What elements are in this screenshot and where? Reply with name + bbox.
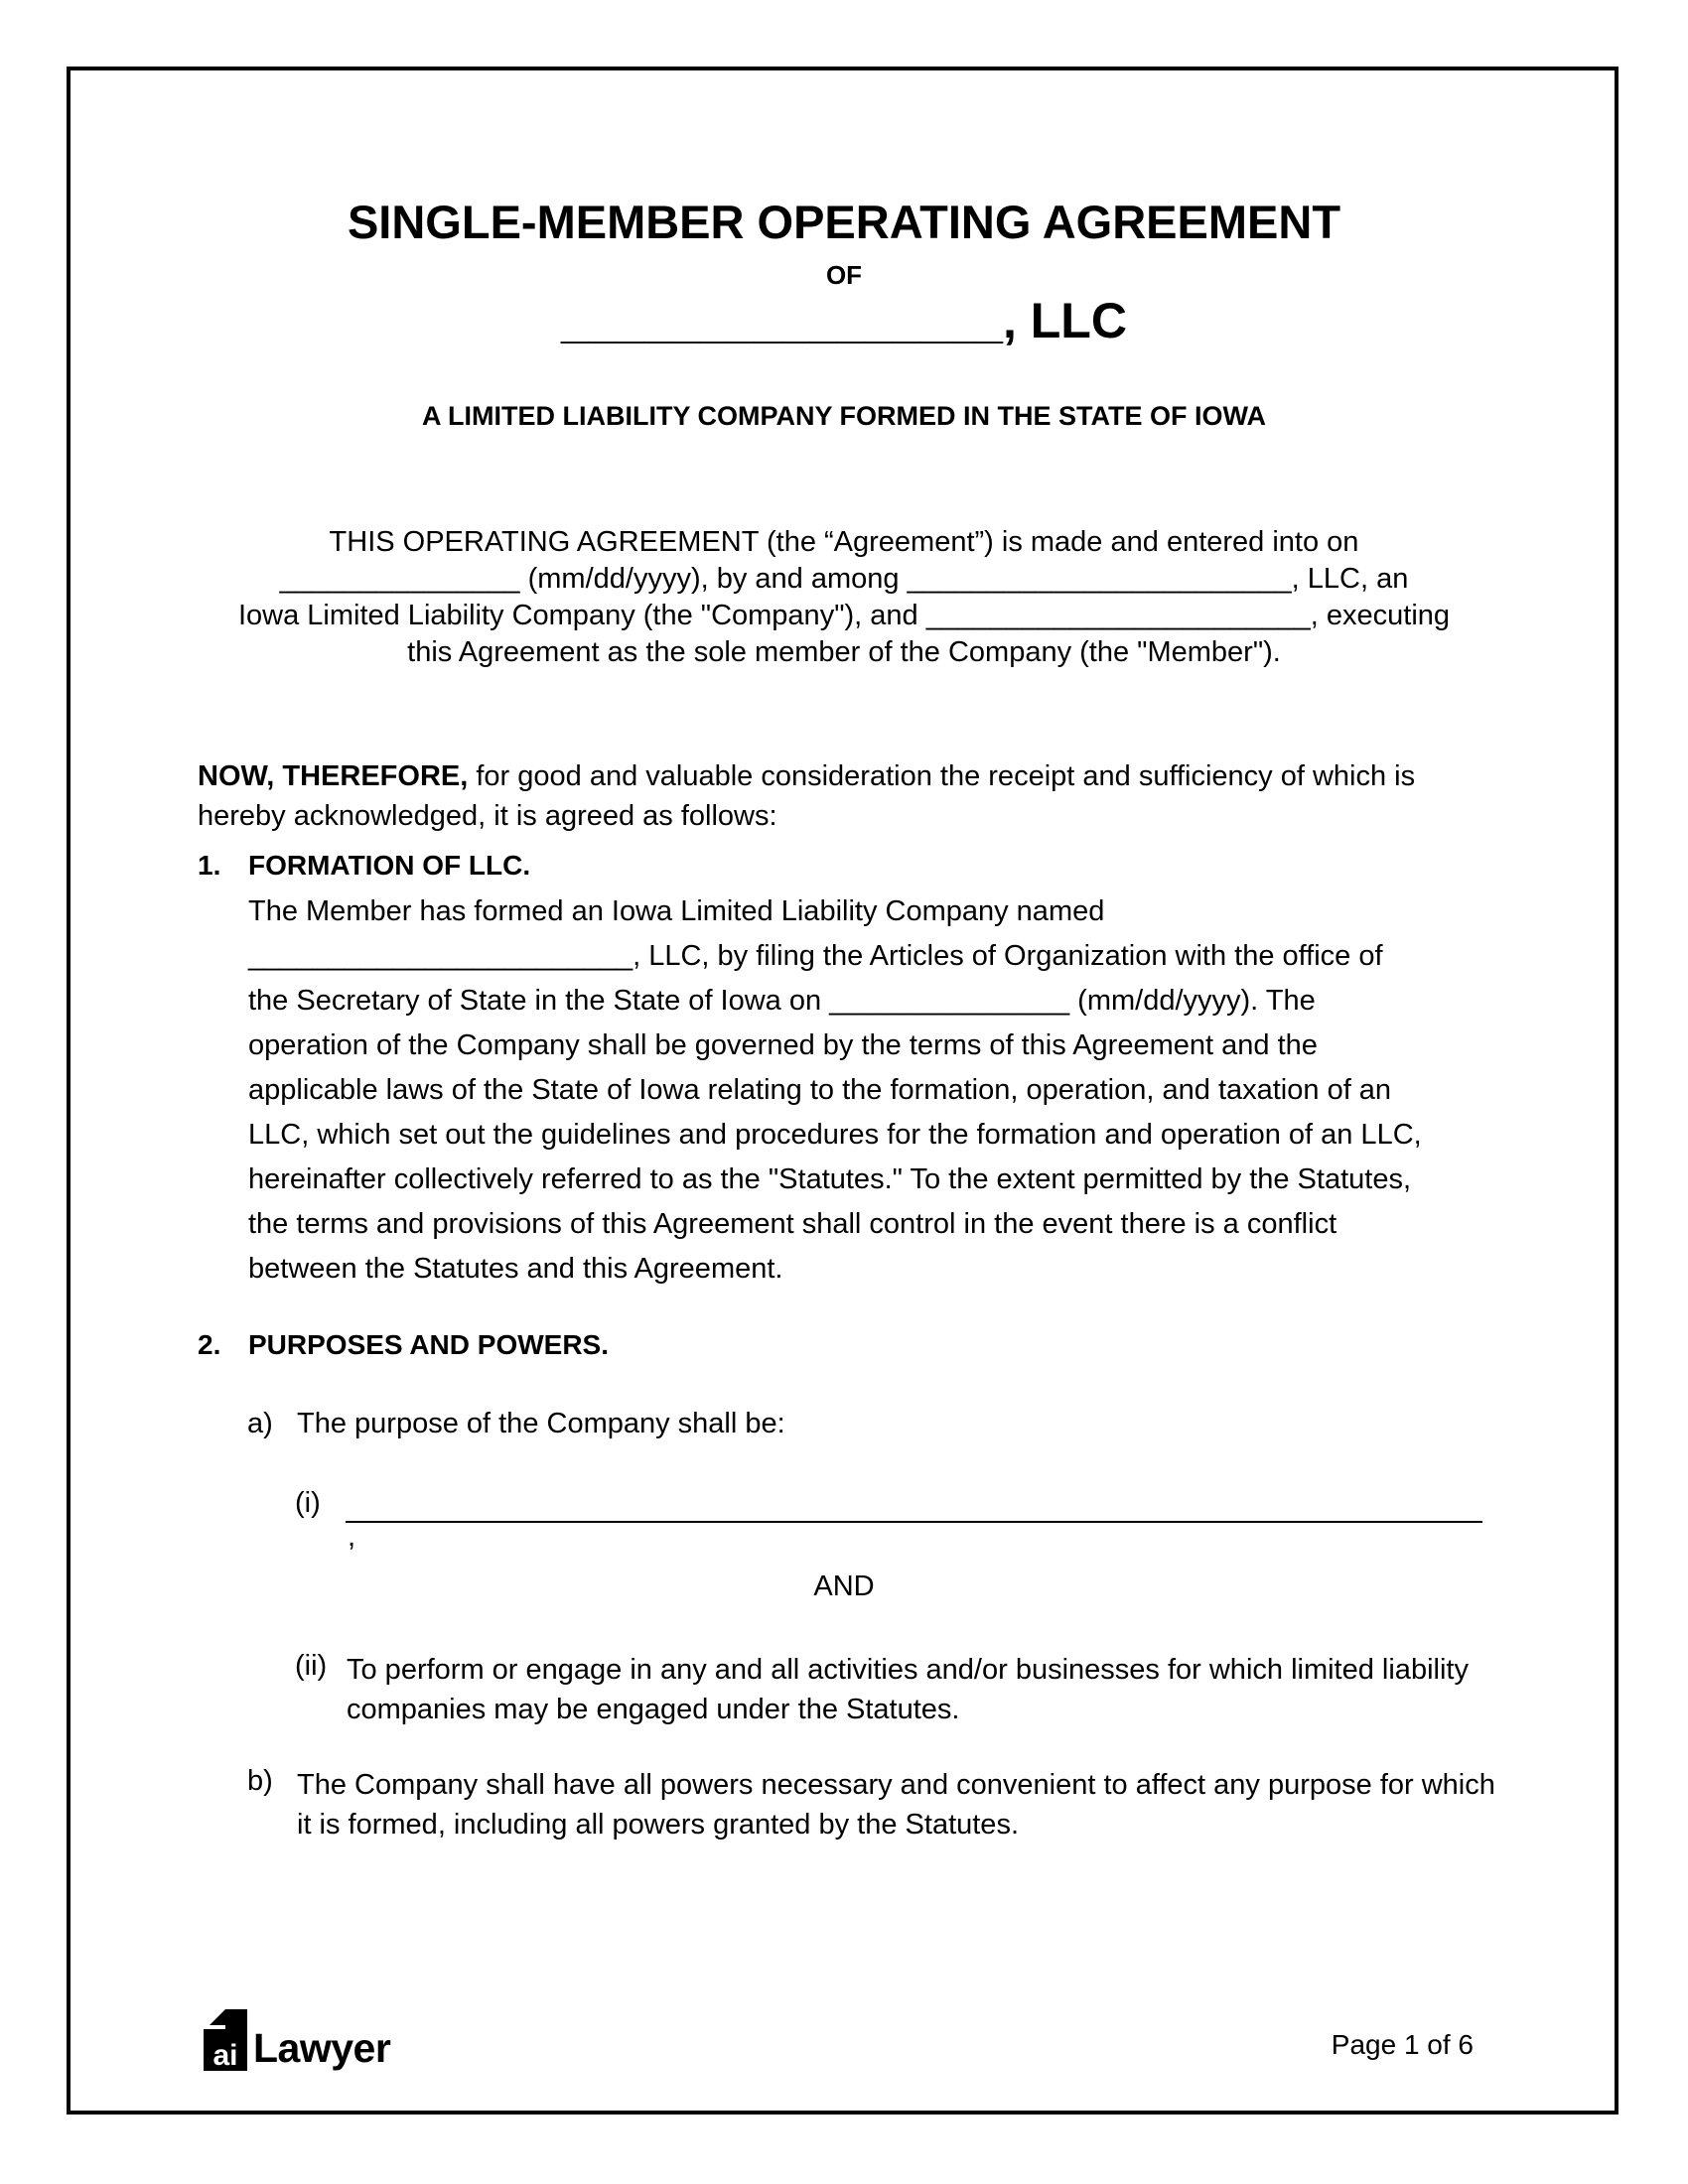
intro-line: this Agreement as the sole member of the Company (the "Member"). (407, 636, 1281, 668)
section-number: 1. (198, 850, 221, 881)
section-line: ________________________, LLC, by filing the Articles of Organization with the office of (248, 940, 1383, 972)
and-text: AND (813, 1570, 875, 1602)
now-therefore-text: for good and valuable consideration the receipt and sufficiency of which is hereby acknowledged, it is agreed as follows: (198, 760, 1416, 832)
clause-text: The purpose of the Company shall be: (297, 1408, 785, 1439)
section-line: The Member has formed an Iowa Limited Liability Company named (248, 895, 1105, 927)
svg-text:ai: ai (212, 2039, 238, 2072)
page-number: Page 1 of 6 (1331, 2029, 1474, 2060)
section-heading-text: PURPOSES AND POWERS. (248, 1329, 610, 1360)
ai-logo-svg (204, 2007, 249, 2073)
section-line: between the Statutes and this Agreement. (248, 1253, 783, 1285)
logo-wordmark: Lawyer (253, 2025, 391, 2071)
clause-label: a) (247, 1408, 273, 1439)
now-therefore-paragraph (198, 756, 1488, 836)
document-title: SINGLE-MEMBER OPERATING AGREEMENT (347, 196, 1341, 248)
clause-comma: , (348, 1521, 356, 1553)
intro-line: THIS OPERATING AGREEMENT (the “Agreement”) is made and entered into on (329, 526, 1359, 558)
clause-label: (i) (295, 1487, 321, 1519)
section-heading-text: FORMATION OF LLC. (248, 850, 531, 881)
intro-line: Iowa Limited Liability Company (the "Company"), and ________________________, executing (237, 600, 1451, 631)
llc-name-line: ________________, LLC (561, 293, 1127, 348)
section-line: LLC, which set out the guidelines and procedures for the formation and operation of an LLC, (248, 1119, 1422, 1151)
intro-paragraph (0, 524, 1688, 671)
clause-label: b) (247, 1765, 273, 1797)
clause-text: To perform or engage in any and all activities and/or businesses for which limited liability companies may be engaged under the Statutes. (347, 1654, 1469, 1725)
section-line: operation of the Company shall be governed by the terms of this Agreement and the (248, 1029, 1318, 1061)
intro-line: _______________ (mm/dd/yyyy), by and among ________________________, LLC, an (279, 563, 1409, 595)
section-1-body (248, 889, 1499, 1292)
ai-logo-icon (204, 2007, 249, 2073)
clause-label: (ii) (295, 1650, 328, 1682)
section-line: hereinafter collectively referred to as the "Statutes." To the extent permitted by the Statutes, (248, 1163, 1412, 1195)
section-line: the terms and provisions of this Agreement shall control in the event there is a conflict (248, 1208, 1337, 1240)
document-of: OF (825, 260, 863, 290)
purpose-blank-line (346, 1495, 1482, 1523)
ailawyer-logo (204, 2007, 390, 2073)
section-number: 2. (198, 1329, 221, 1360)
section-line: the Secretary of State in the State of Iowa on _______________ (mm/dd/yyyy). The (248, 985, 1316, 1017)
section-line: applicable laws of the State of Iowa relating to the formation, operation, and taxation of an (248, 1074, 1392, 1106)
now-therefore-bold: NOW, THEREFORE, (198, 760, 469, 792)
clause-text: The Company shall have all powers necessary and convenient to affect any purpose for which it is formed, including all powers granted by the Statutes. (297, 1769, 1495, 1841)
document-subtitle: A LIMITED LIABILITY COMPANY FORMED IN THE STATE OF IOWA (422, 401, 1266, 431)
